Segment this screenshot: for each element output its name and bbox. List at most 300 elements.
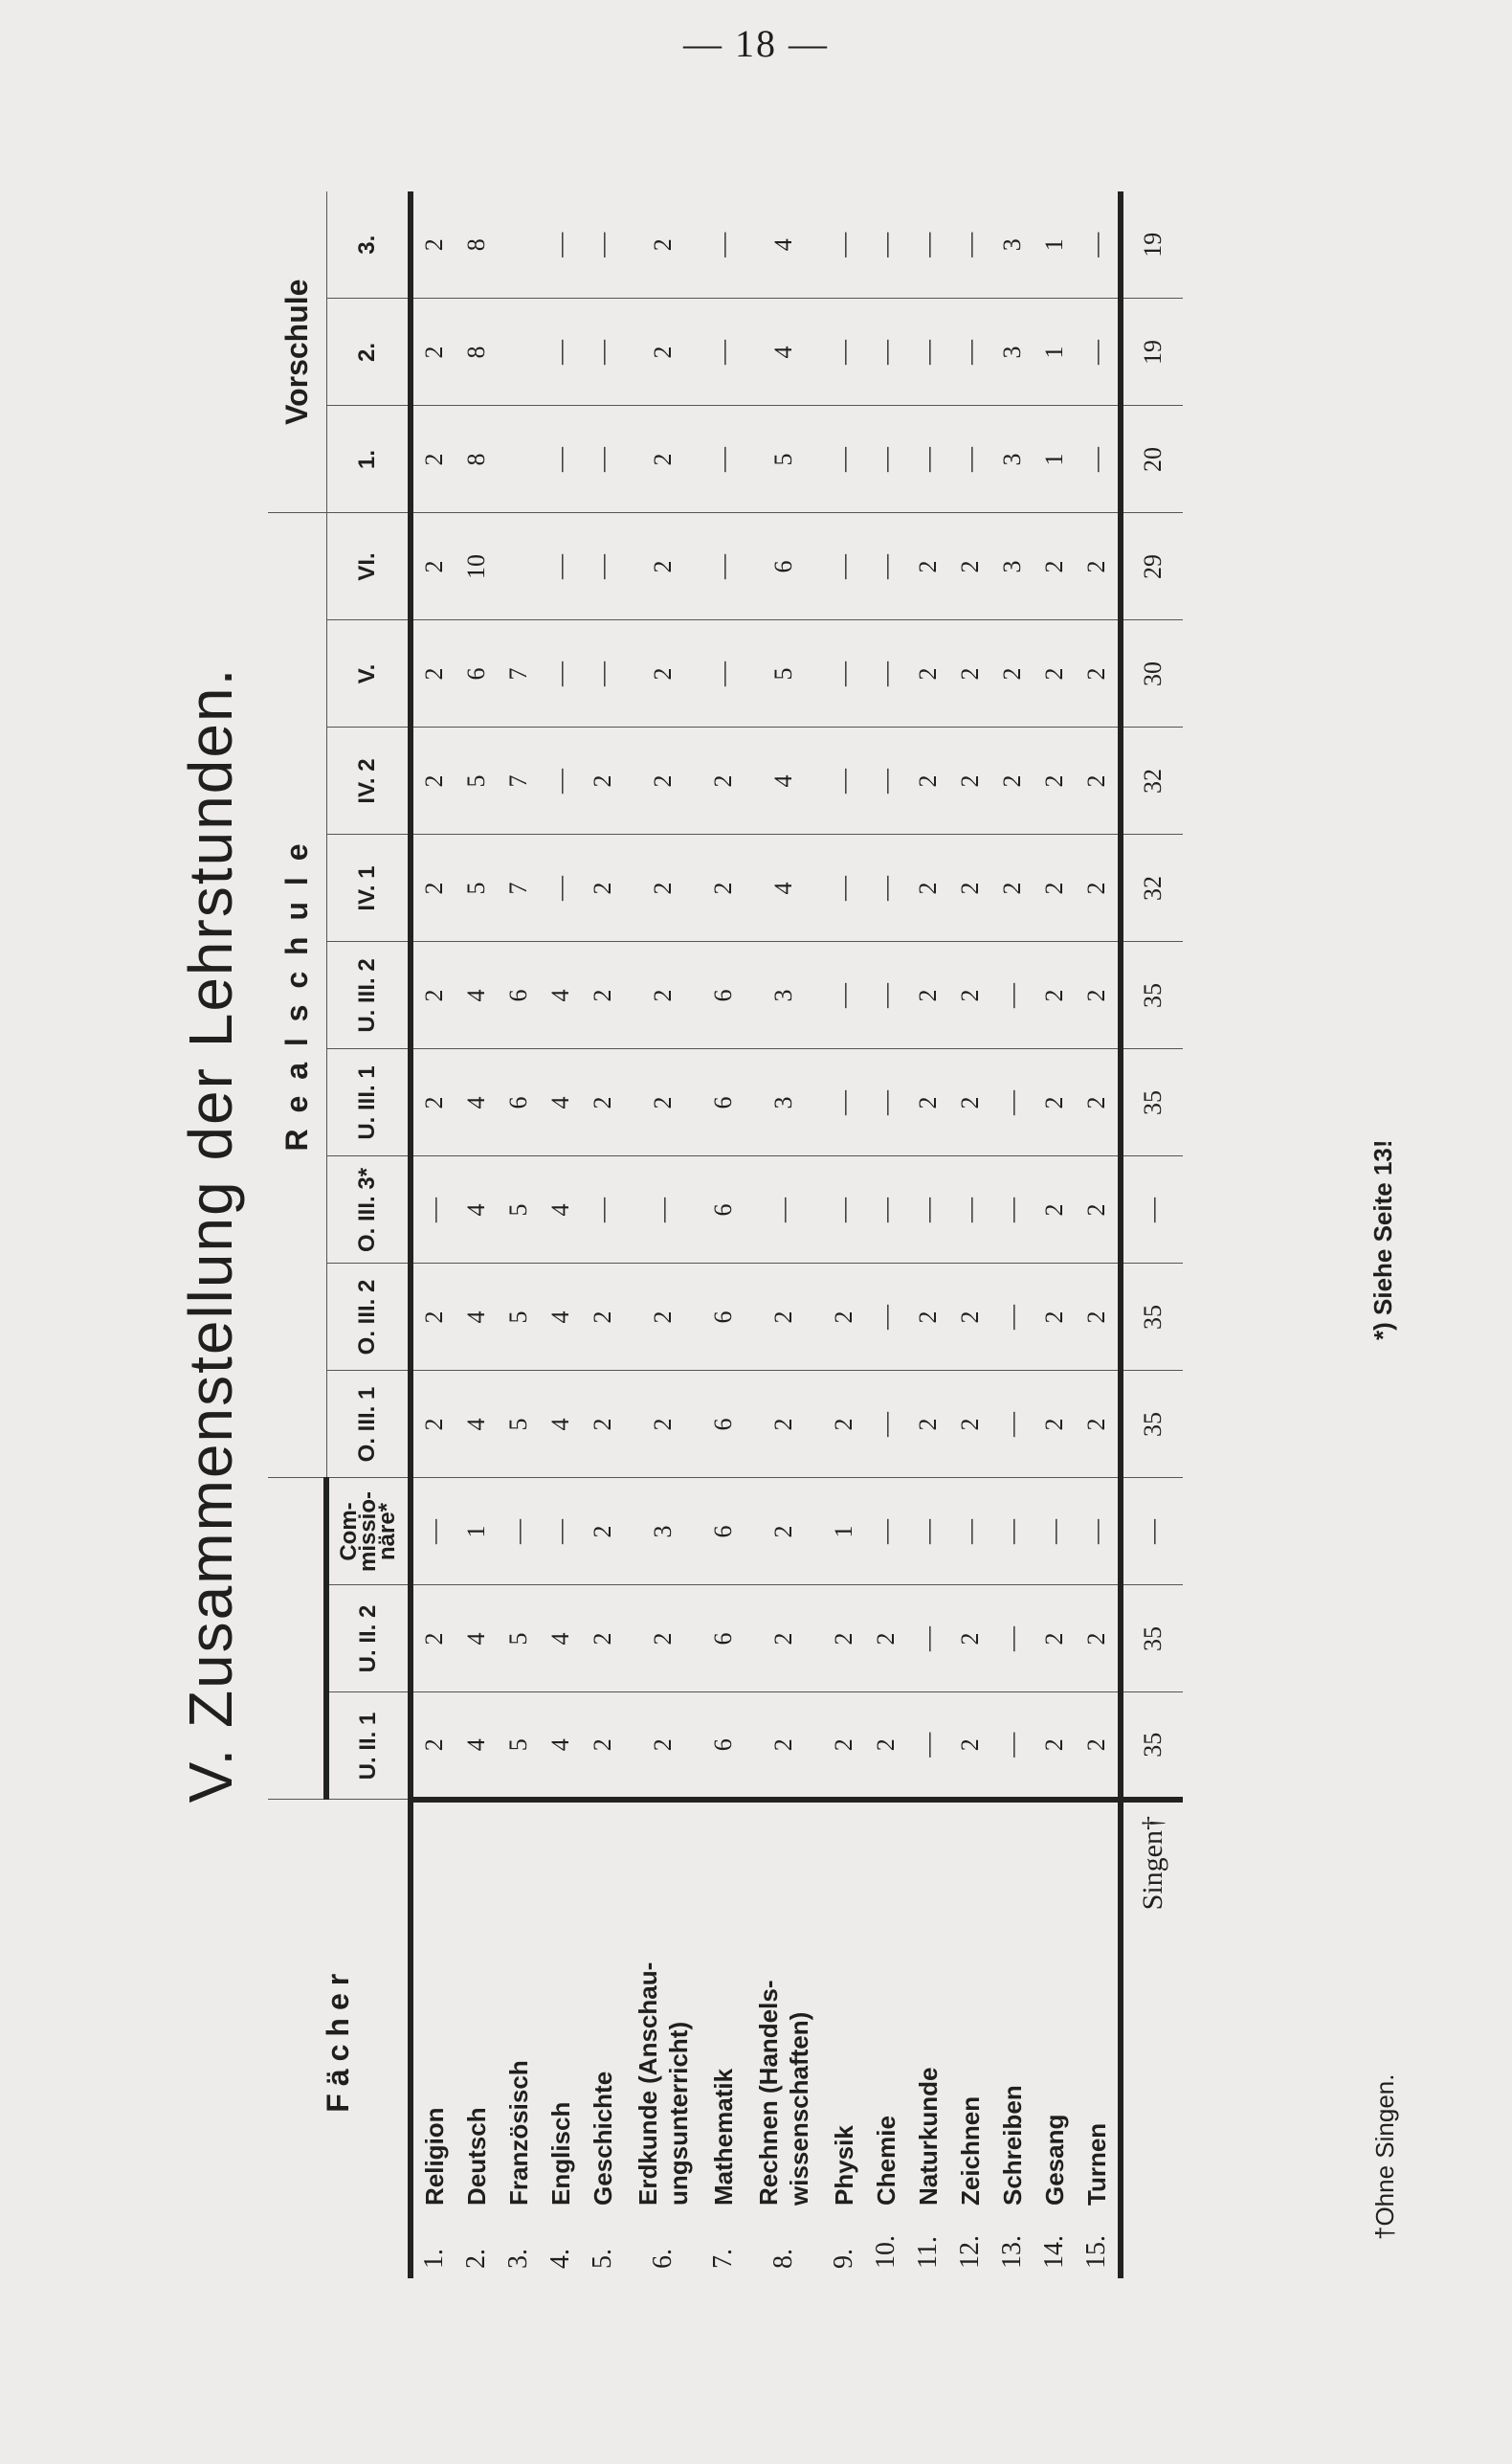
table-cell: 2: [582, 1049, 624, 1156]
table-cell: 6: [498, 942, 540, 1049]
table-cell: [498, 406, 540, 513]
table-row: [582, 191, 624, 2278]
column-header: Com-missio-näre*: [326, 1478, 411, 1585]
table-cell: —: [823, 620, 865, 728]
table-cell: —: [865, 835, 907, 942]
table-cell: 2: [411, 1049, 456, 1156]
table-cell: 4: [540, 1585, 582, 1692]
table-cell: —: [865, 513, 907, 620]
column-header: 2.: [326, 299, 411, 406]
table-cell: —: [582, 299, 624, 406]
row-number: 7.: [708, 2249, 738, 2269]
table-cell: 5: [745, 406, 823, 513]
table-cell: 2: [624, 1264, 702, 1371]
table-cell: 2: [624, 299, 702, 406]
table-cell: 2: [624, 513, 702, 620]
table-cell: 2: [991, 728, 1034, 835]
sum-cell: —: [1121, 1156, 1183, 1264]
table-cell: —: [540, 620, 582, 728]
column-header: O. III. 3*: [326, 1156, 411, 1264]
table-cell: —: [949, 299, 991, 406]
table-row: [1034, 191, 1076, 2278]
table-cell: —: [865, 191, 907, 299]
table-cell: —: [823, 728, 865, 835]
table-cell: 2: [624, 1371, 702, 1478]
table-cell: —: [907, 191, 949, 299]
table-cell: 2: [582, 1478, 624, 1585]
table-cell: —: [865, 299, 907, 406]
table-cell: 2: [411, 191, 456, 299]
table-cell: —: [991, 1585, 1034, 1692]
subject-name: Religion: [420, 2107, 449, 2206]
table-cell: —: [949, 406, 991, 513]
table-cell: 3: [745, 1049, 823, 1156]
table-cell: 4: [456, 1264, 498, 1371]
table-cell: 2: [1034, 1371, 1076, 1478]
table-row: [624, 191, 702, 2278]
table-cell: —: [991, 1371, 1034, 1478]
table-cell: —: [865, 1478, 907, 1585]
table-cell: —: [823, 1156, 865, 1264]
row-number: 1.: [419, 2249, 449, 2269]
row-number: 15.: [1081, 2235, 1111, 2269]
table-row: [1076, 191, 1121, 2278]
table-cell: —: [823, 513, 865, 620]
table-cell: 2: [1076, 1049, 1121, 1156]
table-cell: 2: [411, 728, 456, 835]
table-cell: —: [907, 1692, 949, 1800]
table-cell: 2: [949, 1585, 991, 1692]
table-cell: —: [582, 191, 624, 299]
table-cell: 2: [949, 835, 991, 942]
table-cell: —: [991, 1692, 1034, 1800]
table-cell: —: [991, 1478, 1034, 1585]
table-cell: —: [949, 191, 991, 299]
table-cell: 2: [582, 1692, 624, 1800]
table-cell: 6: [456, 620, 498, 728]
table-cell: 4: [745, 191, 823, 299]
row-number: 13.: [997, 2235, 1027, 2269]
table-cell: 2: [582, 1371, 624, 1478]
table-cell: —: [865, 620, 907, 728]
table-cell: 2: [1034, 728, 1076, 835]
table-cell: 4: [745, 835, 823, 942]
row-number: 3.: [503, 2249, 533, 2269]
table-cell: 2: [1034, 513, 1076, 620]
table-row: [949, 191, 991, 2278]
lesson-hours-table: [268, 191, 1183, 2278]
table-cell: 2: [411, 513, 456, 620]
table-cell: —: [745, 1156, 823, 1264]
table-cell: —: [991, 1049, 1034, 1156]
column-header: VI.: [326, 513, 411, 620]
table-row: [745, 191, 823, 2278]
table-cell: 2: [411, 1585, 456, 1692]
table-cell: 2: [411, 835, 456, 942]
sum-cell: 32: [1121, 728, 1183, 835]
subject-name: Französisch: [504, 2060, 533, 2206]
table-cell: 2: [624, 620, 702, 728]
sum-cell: 35: [1121, 1049, 1183, 1156]
column-header: U. III. 2: [326, 942, 411, 1049]
table-cell: 7: [498, 728, 540, 835]
table-cell: 2: [949, 513, 991, 620]
column-header: IV. 2: [326, 728, 411, 835]
row-number: 14.: [1039, 2235, 1069, 2269]
table-cell: —: [823, 1049, 865, 1156]
sum-cell: 35: [1121, 1692, 1183, 1800]
table-cell: 6: [702, 1156, 745, 1264]
table-cell: 2: [1076, 513, 1121, 620]
header-vorschule: Vorschule: [268, 191, 326, 513]
table-row: [991, 191, 1034, 2278]
table-cell: 6: [702, 1264, 745, 1371]
table-cell: —: [702, 406, 745, 513]
table-cell: 1: [1034, 299, 1076, 406]
table-cell: 2: [1076, 1264, 1121, 1371]
table-cell: —: [823, 942, 865, 1049]
sum-cell: 32: [1121, 835, 1183, 942]
column-header: U. III. 1: [326, 1049, 411, 1156]
subject-name: Gesang: [1040, 2114, 1069, 2206]
table-cell: —: [411, 1156, 456, 1264]
table-cell: —: [582, 513, 624, 620]
sum-cell: 35: [1121, 1371, 1183, 1478]
sum-cell: 19: [1121, 191, 1183, 299]
table-cell: —: [411, 1478, 456, 1585]
subject-name: Deutsch: [462, 2107, 491, 2206]
table-cell: 7: [498, 620, 540, 728]
table-cell: 2: [624, 728, 702, 835]
column-header: V.: [326, 620, 411, 728]
table-cell: 4: [456, 942, 498, 1049]
table-cell: 2: [949, 620, 991, 728]
table-cell: 2: [745, 1371, 823, 1478]
subject-name: Mathematik: [709, 2068, 738, 2206]
table-cell: 2: [1034, 1264, 1076, 1371]
table-cell: —: [949, 1156, 991, 1264]
table-cell: 6: [745, 513, 823, 620]
table-cell: 2: [1034, 1692, 1076, 1800]
table-cell: —: [907, 299, 949, 406]
table-cell: —: [1076, 299, 1121, 406]
table-cell: 5: [745, 620, 823, 728]
table-cell: 2: [624, 1585, 702, 1692]
table-cell: —: [865, 728, 907, 835]
header-realschule: R e a l s c h u l e: [268, 513, 326, 1478]
table-cell: 2: [823, 1264, 865, 1371]
table-cell: 2: [865, 1692, 907, 1800]
table-cell: —: [949, 1478, 991, 1585]
table-cell: —: [907, 1585, 949, 1692]
table-cell: 2: [624, 835, 702, 942]
row-number: 6.: [648, 2249, 678, 2269]
table-cell: 6: [702, 942, 745, 1049]
table-cell: —: [823, 835, 865, 942]
table-cell: 3: [624, 1478, 702, 1585]
lehrstunden-table-rotated: [153, 191, 1445, 2278]
subject-name: Rechnen (Handels-wissenschaften): [754, 1980, 813, 2206]
table-cell: 4: [456, 1692, 498, 1800]
table-row: [540, 191, 582, 2278]
table-cell: —: [582, 1156, 624, 1264]
table-cell: —: [823, 299, 865, 406]
table-cell: 2: [823, 1371, 865, 1478]
table-cell: 2: [624, 942, 702, 1049]
table-cell: 2: [907, 942, 949, 1049]
table-cell: —: [540, 299, 582, 406]
table-cell: 8: [456, 406, 498, 513]
table-cell: 5: [456, 728, 498, 835]
table-cell: 2: [1076, 1371, 1121, 1478]
table-cell: —: [865, 1371, 907, 1478]
table-cell: 2: [1076, 728, 1121, 835]
row-number: 9.: [829, 2249, 858, 2269]
table-cell: 2: [1076, 1156, 1121, 1264]
table-cell: —: [702, 191, 745, 299]
table-cell: 2: [949, 942, 991, 1049]
table-cell: 2: [991, 620, 1034, 728]
table-cell: 2: [907, 513, 949, 620]
column-header: U. II. 1: [326, 1692, 411, 1800]
column-header: 3.: [326, 191, 411, 299]
table-cell: 4: [456, 1585, 498, 1692]
table-cell: —: [865, 1156, 907, 1264]
table-cell: 2: [823, 1585, 865, 1692]
table-cell: —: [540, 728, 582, 835]
table-cell: —: [624, 1156, 702, 1264]
column-header: 1.: [326, 406, 411, 513]
column-header: O. III. 1: [326, 1371, 411, 1478]
table-cell: 3: [991, 191, 1034, 299]
sum-cell: 35: [1121, 942, 1183, 1049]
table-cell: 2: [582, 835, 624, 942]
footnote-star: *) Siehe Seite 13!: [1368, 1139, 1397, 1340]
table-row: [907, 191, 949, 2278]
table-cell: 2: [411, 406, 456, 513]
table-row: [865, 191, 907, 2278]
sum-cell: 35: [1121, 1264, 1183, 1371]
table-cell: —: [1034, 1478, 1076, 1585]
table-cell: 2: [702, 728, 745, 835]
sum-label: Singen†: [1121, 1800, 1183, 2278]
table-cell: 2: [907, 728, 949, 835]
table-cell: —: [540, 406, 582, 513]
table-row: [498, 191, 540, 2278]
row-number: 11.: [913, 2236, 943, 2269]
table-row: [456, 191, 498, 2278]
table-cell: 4: [540, 1049, 582, 1156]
table-cell: 2: [907, 1264, 949, 1371]
table-cell: 6: [702, 1049, 745, 1156]
table-cell: 6: [702, 1692, 745, 1800]
table-cell: 2: [582, 942, 624, 1049]
row-number: 12.: [955, 2235, 985, 2269]
table-row: [823, 191, 865, 2278]
table-cell: 2: [411, 1264, 456, 1371]
table-cell: 4: [745, 299, 823, 406]
table-cell: 8: [456, 299, 498, 406]
table-cell: 4: [540, 1371, 582, 1478]
table-cell: 2: [745, 1692, 823, 1800]
table-cell: 2: [582, 728, 624, 835]
table-cell: —: [540, 191, 582, 299]
row-number: 4.: [545, 2249, 575, 2269]
table-cell: —: [991, 1156, 1034, 1264]
table-cell: 2: [991, 835, 1034, 942]
table-cell: 2: [1034, 1156, 1076, 1264]
subject-name: Schreiben: [998, 2085, 1027, 2206]
table-cell: 2: [1076, 835, 1121, 942]
table-cell: 2: [745, 1264, 823, 1371]
table-cell: 3: [991, 513, 1034, 620]
table-cell: 2: [907, 1049, 949, 1156]
table-cell: 2: [411, 620, 456, 728]
table-cell: [498, 191, 540, 299]
table-cell: 4: [540, 1692, 582, 1800]
table-cell: 2: [411, 299, 456, 406]
table-cell: —: [907, 406, 949, 513]
table-cell: —: [865, 406, 907, 513]
table-cell: 2: [624, 1049, 702, 1156]
table-cell: 2: [1034, 1585, 1076, 1692]
table-cell: 1: [1034, 191, 1076, 299]
table-cell: 2: [865, 1585, 907, 1692]
table-cell: 2: [1076, 620, 1121, 728]
table-cell: 4: [540, 1264, 582, 1371]
table-cell: —: [540, 513, 582, 620]
table-cell: —: [991, 942, 1034, 1049]
row-number: 10.: [871, 2235, 901, 2269]
table-cell: 3: [991, 299, 1034, 406]
table-cell: 5: [456, 835, 498, 942]
sum-cell: 20: [1121, 406, 1183, 513]
table-cell: —: [865, 1264, 907, 1371]
table-cell: 2: [745, 1585, 823, 1692]
subject-name: Turnen: [1082, 2122, 1111, 2206]
table-cell: 2: [1034, 835, 1076, 942]
table-cell: 2: [702, 835, 745, 942]
header-gap-left: [268, 1478, 326, 1800]
subject-name: Naturkunde: [914, 2067, 943, 2206]
subject-name: Chemie: [872, 2116, 901, 2206]
sum-cell: 29: [1121, 513, 1183, 620]
table-cell: 1: [456, 1478, 498, 1585]
table-row: [702, 191, 745, 2278]
table-cell: 2: [411, 1692, 456, 1800]
table-cell: —: [540, 1478, 582, 1585]
table-cell: 2: [411, 1371, 456, 1478]
table-cell: 6: [702, 1478, 745, 1585]
table-cell: 2: [949, 728, 991, 835]
table-cell: —: [498, 1478, 540, 1585]
table-cell: —: [582, 620, 624, 728]
table-cell: 6: [702, 1371, 745, 1478]
table-cell: 6: [498, 1049, 540, 1156]
table-cell: 2: [949, 1264, 991, 1371]
footnote-dagger: †Ohne Singen.: [1370, 2073, 1399, 2240]
subject-name: Englisch: [546, 2101, 575, 2206]
table-cell: —: [1076, 191, 1121, 299]
column-header: O. III. 2: [326, 1264, 411, 1371]
table-cell: 2: [823, 1692, 865, 1800]
table-cell: 8: [456, 191, 498, 299]
table-cell: —: [702, 299, 745, 406]
table-cell: —: [907, 1478, 949, 1585]
table-cell: 5: [498, 1264, 540, 1371]
table-cell: —: [540, 835, 582, 942]
table-cell: 2: [624, 406, 702, 513]
table-title: V. Zusammenstellung der Lehrstunden.: [176, 666, 245, 1803]
table-cell: —: [582, 406, 624, 513]
table-cell: 2: [949, 1371, 991, 1478]
table-cell: —: [865, 1049, 907, 1156]
table-cell: 2: [582, 1585, 624, 1692]
table-cell: —: [702, 513, 745, 620]
row-number: 2.: [461, 2249, 491, 2269]
table-cell: 2: [582, 1264, 624, 1371]
table-cell: 2: [624, 191, 702, 299]
table-cell: 5: [498, 1692, 540, 1800]
table-cell: —: [1076, 406, 1121, 513]
table-cell: [498, 299, 540, 406]
table-cell: 4: [456, 1371, 498, 1478]
table-cell: —: [865, 942, 907, 1049]
table-cell: 7: [498, 835, 540, 942]
table-cell: 2: [1034, 1049, 1076, 1156]
header-faecher: Fächer: [268, 1800, 411, 2278]
column-header: U. II. 2: [326, 1585, 411, 1692]
subject-name: Physik: [830, 2125, 858, 2206]
table-cell: 1: [823, 1478, 865, 1585]
table-cell: 4: [540, 1156, 582, 1264]
table-cell: 4: [745, 728, 823, 835]
subject-name: Zeichnen: [956, 2095, 985, 2206]
table-cell: 2: [745, 1478, 823, 1585]
subject-name: Erdkunde (Anschau-ungsunterricht): [634, 1961, 693, 2206]
table-cell: [498, 513, 540, 620]
table-cell: 1: [1034, 406, 1076, 513]
sum-cell: 30: [1121, 620, 1183, 728]
table-cell: 3: [991, 406, 1034, 513]
table-cell: 5: [498, 1371, 540, 1478]
table-cell: 2: [1076, 1692, 1121, 1800]
table-cell: 2: [907, 620, 949, 728]
table-cell: 4: [456, 1156, 498, 1264]
table-cell: 2: [907, 835, 949, 942]
table-cell: 10: [456, 513, 498, 620]
table-cell: 2: [624, 1692, 702, 1800]
sum-row: [1121, 191, 1183, 2278]
table-cell: 2: [1034, 620, 1076, 728]
page-number: — 18 —: [683, 22, 829, 65]
table-cell: —: [823, 406, 865, 513]
subject-name: Geschichte: [589, 2071, 617, 2206]
table-cell: 4: [540, 942, 582, 1049]
table-cell: 3: [745, 942, 823, 1049]
sum-cell: 35: [1121, 1585, 1183, 1692]
table-cell: —: [907, 1156, 949, 1264]
table-cell: —: [823, 191, 865, 299]
table-cell: 2: [411, 942, 456, 1049]
table-cell: 5: [498, 1585, 540, 1692]
row-number: 8.: [768, 2249, 798, 2269]
table-cell: 2: [949, 1692, 991, 1800]
table-cell: —: [991, 1264, 1034, 1371]
table-cell: —: [702, 620, 745, 728]
table-cell: —: [1076, 1478, 1121, 1585]
table-cell: 2: [1034, 942, 1076, 1049]
